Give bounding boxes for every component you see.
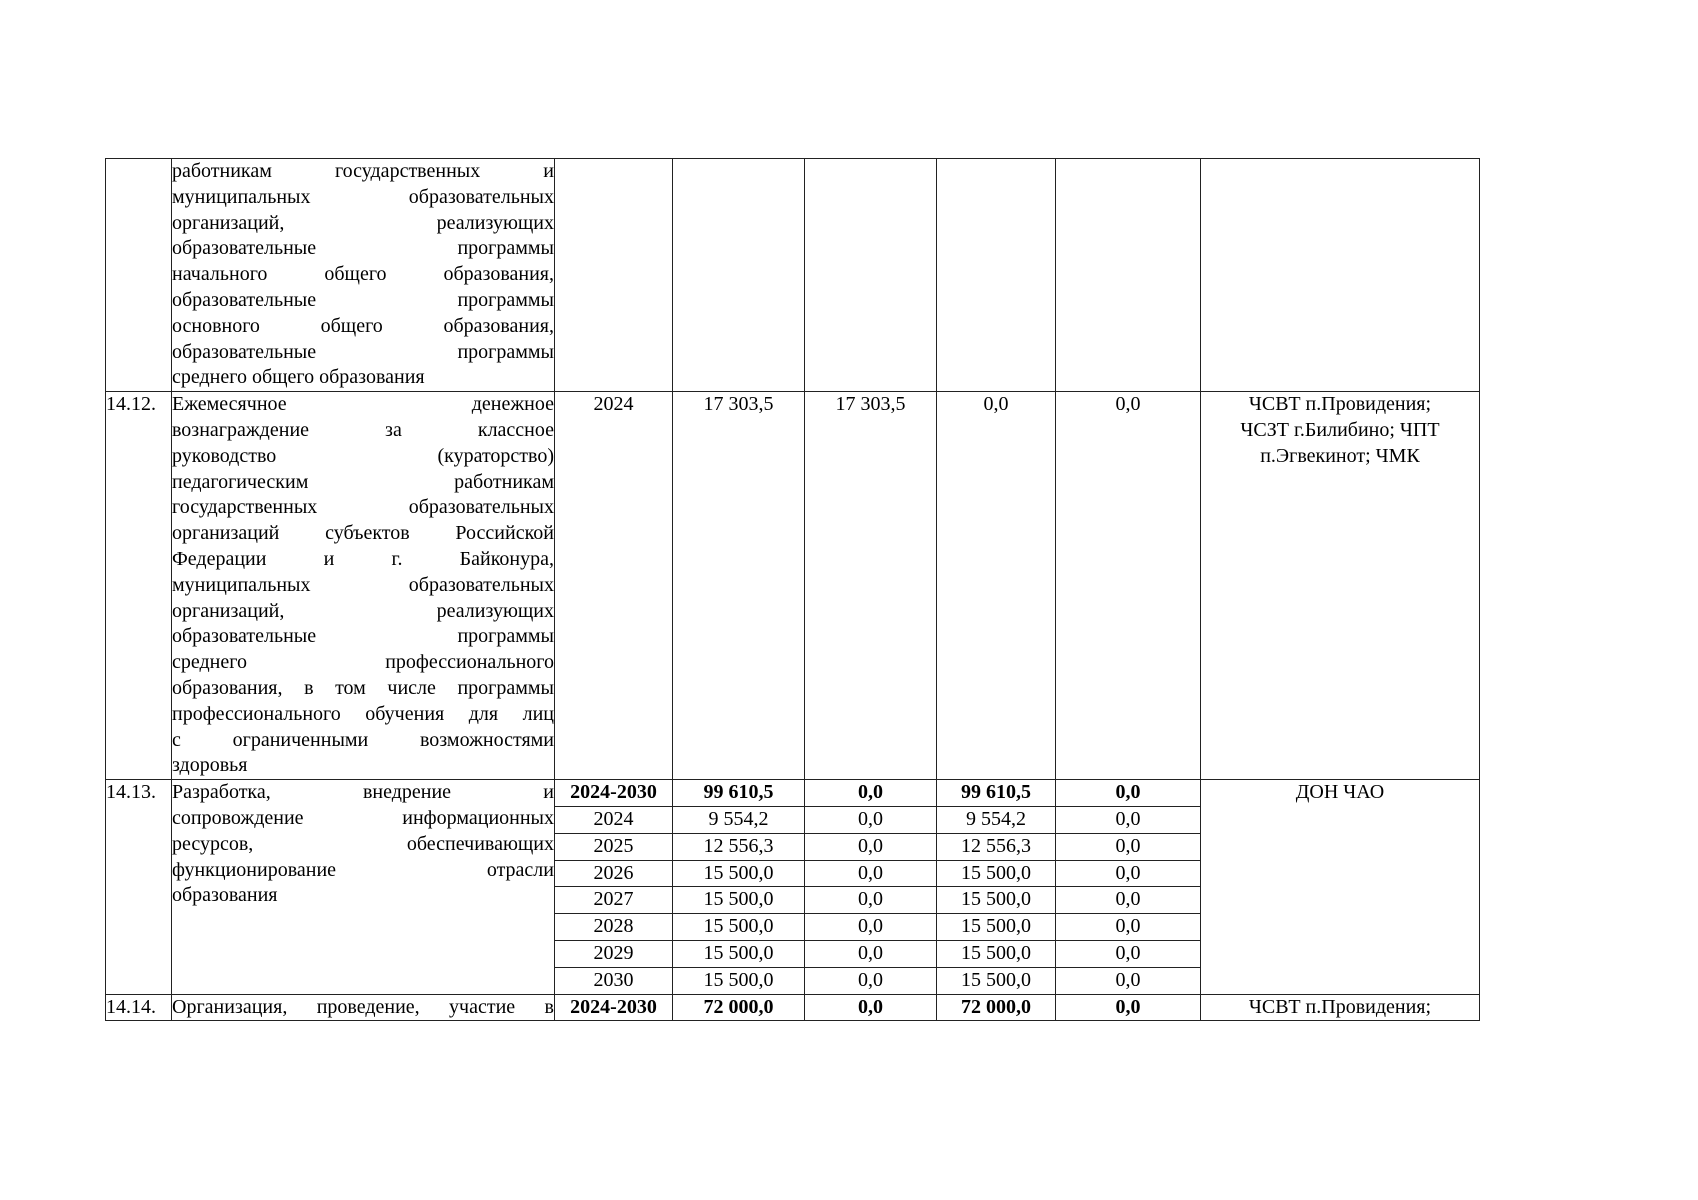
activity-name-line: образовательные программы <box>172 340 554 363</box>
activity-name-line: основного общего образования, <box>172 314 554 337</box>
federal-budget-cell: 0,0 <box>805 914 937 941</box>
activity-name-line: работникам государственных и <box>172 160 554 182</box>
year-cell <box>555 159 673 392</box>
year-cell: 2024 <box>555 392 673 780</box>
year-cell-total: 2024-2030 <box>555 780 673 807</box>
year-cell: 2030 <box>555 967 673 994</box>
other-sources-cell: 0,0 <box>1056 833 1201 860</box>
total-cell: 15 500,0 <box>673 887 805 914</box>
activity-name-cell <box>172 994 555 1021</box>
federal-budget-cell <box>805 159 937 392</box>
program-activities-table <box>105 158 1480 1021</box>
activity-name-cell <box>172 392 555 780</box>
activity-name-line: профессионального обучения для лиц <box>172 702 554 725</box>
year-cell: 2028 <box>555 914 673 941</box>
year-cell-total: 2024-2030 <box>555 994 673 1021</box>
regional-budget-cell: 12 556,3 <box>937 833 1056 860</box>
total-cell: 15 500,0 <box>673 940 805 967</box>
activity-name-line: Организация, проведение, участие в <box>172 995 554 1018</box>
total-cell: 12 556,3 <box>673 833 805 860</box>
regional-budget-cell: 99 610,5 <box>937 780 1056 807</box>
activity-name-line: функционирование отрасли <box>172 858 554 881</box>
executor-cell <box>1201 159 1480 392</box>
year-cell: 2027 <box>555 887 673 914</box>
activity-name-line: организаций, реализующих <box>172 599 554 622</box>
regional-budget-cell: 72 000,0 <box>937 994 1056 1021</box>
regional-budget-cell: 15 500,0 <box>937 860 1056 887</box>
other-sources-cell: 0,0 <box>1056 914 1201 941</box>
total-cell: 72 000,0 <box>673 994 805 1021</box>
other-sources-cell: 0,0 <box>1056 806 1201 833</box>
activity-name-line: государственных образовательных <box>172 496 554 519</box>
regional-budget-cell: 0,0 <box>937 392 1056 780</box>
activity-name-line: среднего профессионального <box>172 651 554 674</box>
regional-budget-cell: 15 500,0 <box>937 940 1056 967</box>
activity-name-line: образовательные программы <box>172 237 554 260</box>
federal-budget-cell: 0,0 <box>805 940 937 967</box>
other-sources-cell: 0,0 <box>1056 392 1201 780</box>
regional-budget-cell: 15 500,0 <box>937 887 1056 914</box>
activity-number: 14.12. <box>106 392 172 780</box>
total-cell: 15 500,0 <box>673 914 805 941</box>
activity-number: 14.13. <box>106 780 172 994</box>
activity-name-line: образовательные программы <box>172 625 554 648</box>
activity-name-line: начального общего образования, <box>172 263 554 286</box>
year-cell: 2024 <box>555 806 673 833</box>
year-cell: 2029 <box>555 940 673 967</box>
activity-name-line: Разработка, внедрение и <box>172 781 554 804</box>
activity-name-line: здоровья <box>172 754 248 777</box>
total-cell: 9 554,2 <box>673 806 805 833</box>
table-row-14-14 <box>106 994 1480 1021</box>
activity-name-line: с ограниченными возможностями <box>172 728 554 751</box>
year-cell: 2026 <box>555 860 673 887</box>
federal-budget-cell: 0,0 <box>805 967 937 994</box>
other-sources-cell: 0,0 <box>1056 967 1201 994</box>
other-sources-cell: 0,0 <box>1056 780 1201 807</box>
activity-name-line: сопровождение информационных <box>172 806 554 829</box>
activity-name-line: образовательные программы <box>172 288 554 311</box>
federal-budget-cell: 0,0 <box>805 806 937 833</box>
activity-number-cell <box>106 159 172 392</box>
other-sources-cell: 0,0 <box>1056 994 1201 1021</box>
federal-budget-cell: 0,0 <box>805 994 937 1021</box>
activity-name-line: Ежемесячное денежное <box>172 393 554 416</box>
federal-budget-cell: 17 303,5 <box>805 392 937 780</box>
table-row-14-12 <box>106 392 1480 780</box>
activity-number: 14.14. <box>106 994 172 1021</box>
activity-name-line: образования <box>172 884 278 907</box>
executor-cell: ЧСВТ п.Провидения; <box>1201 994 1480 1021</box>
total-cell: 99 610,5 <box>673 780 805 807</box>
activity-name-line: организаций, реализующих <box>172 211 554 234</box>
executor-line: ЧСВТ п.Провидения; <box>1248 393 1432 416</box>
total-cell: 17 303,5 <box>673 392 805 780</box>
activity-name-line: среднего общего образования <box>172 366 425 389</box>
regional-budget-cell: 9 554,2 <box>937 806 1056 833</box>
activity-name-line: ресурсов, обеспечивающих <box>172 832 554 855</box>
activity-name-line: Федерации и г. Байконура, <box>172 547 554 570</box>
regional-budget-cell <box>937 159 1056 392</box>
federal-budget-cell: 0,0 <box>805 780 937 807</box>
other-sources-cell: 0,0 <box>1056 940 1201 967</box>
year-cell: 2025 <box>555 833 673 860</box>
activity-name-line: муниципальных образовательных <box>172 573 554 596</box>
executor-cell <box>1201 392 1480 780</box>
activity-name-line: организаций субъектов Российской <box>172 522 554 545</box>
activity-name-line: руководство (кураторство) <box>172 444 554 467</box>
executor-line: п.Эгвекинот; ЧМК <box>1260 444 1420 467</box>
regional-budget-cell: 15 500,0 <box>937 967 1056 994</box>
other-sources-cell: 0,0 <box>1056 887 1201 914</box>
executor-line: ЧСЗТ г.Билибино; ЧПТ <box>1240 418 1440 441</box>
regional-budget-cell: 15 500,0 <box>937 914 1056 941</box>
activity-name-line: образования, в том числе программы <box>172 676 554 699</box>
activity-name-cell <box>172 780 555 994</box>
activity-name-line: муниципальных образовательных <box>172 185 554 208</box>
table-row-14-13 <box>106 780 1480 807</box>
federal-budget-cell: 0,0 <box>805 887 937 914</box>
other-sources-cell <box>1056 159 1201 392</box>
table-row-continuation <box>106 159 1480 392</box>
activity-name-cell <box>172 159 555 392</box>
total-cell: 15 500,0 <box>673 967 805 994</box>
activity-name-line: педагогическим работникам <box>172 470 554 493</box>
other-sources-cell: 0,0 <box>1056 860 1201 887</box>
total-cell: 15 500,0 <box>673 860 805 887</box>
federal-budget-cell: 0,0 <box>805 860 937 887</box>
activity-name-line: вознаграждение за классное <box>172 418 554 441</box>
total-cell <box>673 159 805 392</box>
executor-cell: ДОН ЧАО <box>1201 780 1480 994</box>
federal-budget-cell: 0,0 <box>805 833 937 860</box>
